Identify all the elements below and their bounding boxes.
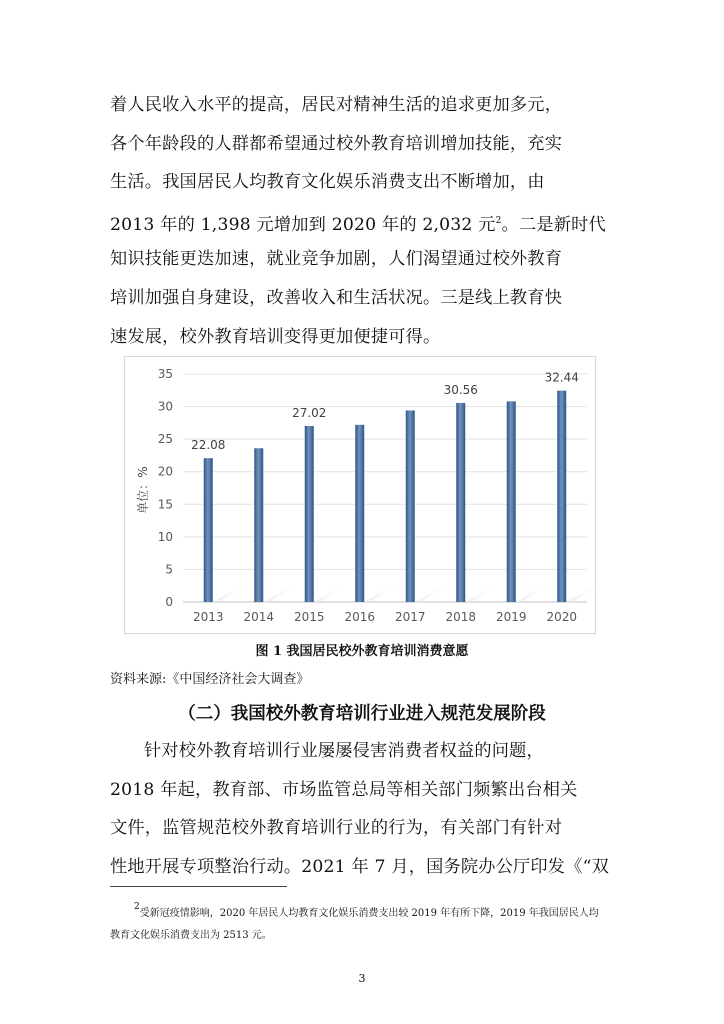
bar[interactable] bbox=[557, 391, 566, 602]
x-tick-label: 2013 bbox=[192, 610, 224, 624]
x-tick-label: 2014 bbox=[243, 610, 275, 624]
bar[interactable] bbox=[456, 403, 465, 602]
text-line-end: 。二是新时代 bbox=[501, 214, 606, 235]
bar-shadow bbox=[364, 582, 402, 602]
x-tick-label: 2017 bbox=[394, 610, 426, 624]
x-tick-label: 2018 bbox=[445, 610, 477, 624]
text-line: 速发展，校外教育培训变得更加便捷可得。 bbox=[110, 326, 441, 347]
x-tick-label: 2015 bbox=[293, 610, 325, 624]
text-line: 2018 年起，教育部、市场监管总局等相关部门频繁出台相关 bbox=[110, 779, 578, 800]
section-heading: （二）我国校外教育培训行业进入规范发展阶段 bbox=[178, 704, 546, 724]
footnote bbox=[110, 896, 625, 947]
bar-shadow bbox=[566, 582, 595, 602]
y-tick-label: 30 bbox=[157, 399, 173, 414]
page-number: 3 bbox=[358, 972, 366, 985]
y-tick-label: 20 bbox=[157, 464, 173, 479]
figure-caption: 图 1 我国居民校外教育培训消费意愿 bbox=[255, 644, 469, 659]
x-tick-label: 2016 bbox=[344, 610, 376, 624]
bar-shadow bbox=[465, 582, 503, 602]
paragraph-consumption bbox=[110, 86, 615, 356]
y-tick-label: 15 bbox=[157, 497, 173, 512]
bar-chart bbox=[125, 357, 595, 633]
bar[interactable] bbox=[507, 401, 516, 602]
data-label: 22.08 bbox=[191, 438, 226, 453]
x-tick-label: 2020 bbox=[546, 610, 578, 624]
footnote-text: 受新冠疫情影响，2020 年居民人均教育文化娱乐消费支出较 2019 年有所下降，2019 年我国居民人均 bbox=[139, 908, 599, 919]
bar[interactable] bbox=[204, 458, 213, 602]
x-tick-label: 2019 bbox=[495, 610, 527, 624]
y-tick-label: 25 bbox=[157, 432, 173, 447]
bar[interactable] bbox=[355, 425, 364, 602]
text-line bbox=[110, 202, 615, 241]
text-line: 性地开展专项整治行动。2021 年 7 月，国务院办公厅印发《“双 bbox=[110, 856, 609, 877]
text-line: 着人民收入水平的提高，居民对精神生活的追求更加多元， bbox=[110, 95, 563, 115]
y-tick-label: 5 bbox=[165, 562, 173, 577]
bar-shadow bbox=[213, 582, 251, 602]
y-tick-label: 10 bbox=[157, 529, 173, 544]
y-axis-title: 单位：% bbox=[136, 466, 150, 514]
bar-shadow bbox=[415, 582, 453, 602]
text-line: 培训加强自身建设，改善收入和生活状况。三是线上教育快 bbox=[110, 287, 563, 308]
bar[interactable] bbox=[305, 426, 314, 602]
paragraph-regulation bbox=[110, 732, 615, 886]
y-tick-label: 35 bbox=[157, 367, 173, 381]
data-label: 32.44 bbox=[544, 370, 579, 385]
footnote-reference[interactable]: 2 bbox=[495, 215, 502, 226]
bar[interactable] bbox=[406, 410, 415, 602]
data-label: 27.02 bbox=[292, 405, 327, 420]
bar-shadow bbox=[314, 582, 352, 602]
text-line: 生活。我国居民人均教育文化娱乐消费支出不断增加，由 bbox=[110, 172, 545, 193]
bar-shadow bbox=[263, 582, 301, 602]
bar[interactable] bbox=[254, 448, 263, 602]
footnote-divider bbox=[110, 886, 287, 887]
text-line: 针对校外教育培训行业屡屡侵害消费者权益的问题， bbox=[144, 741, 544, 761]
data-label: 30.56 bbox=[443, 382, 478, 397]
text-line: 知识技能更迭加速，就业竞争加剧，人们渴望通过校外教育 bbox=[110, 249, 563, 270]
footnote-line bbox=[110, 896, 625, 925]
bar-shadow bbox=[516, 582, 554, 602]
text-line: 文件，监管规范校外教育培训行业的行为，有关部门有针对 bbox=[110, 818, 563, 839]
text-line-start: 2013 年的 1,398 元增加到 2020 年的 2,032 元 bbox=[110, 214, 496, 235]
bar-chart-container bbox=[124, 356, 596, 634]
figure-source: 资料来源:《中国经济社会大调查》 bbox=[110, 672, 310, 687]
text-line: 各个年龄段的人群都希望通过校外教育培训增加技能，充实 bbox=[110, 133, 563, 154]
y-tick-label: 0 bbox=[165, 595, 173, 609]
footnote-mark: 2 bbox=[134, 902, 140, 912]
footnote-line: 教育文化娱乐消费支出为 2513 元。 bbox=[110, 930, 272, 941]
